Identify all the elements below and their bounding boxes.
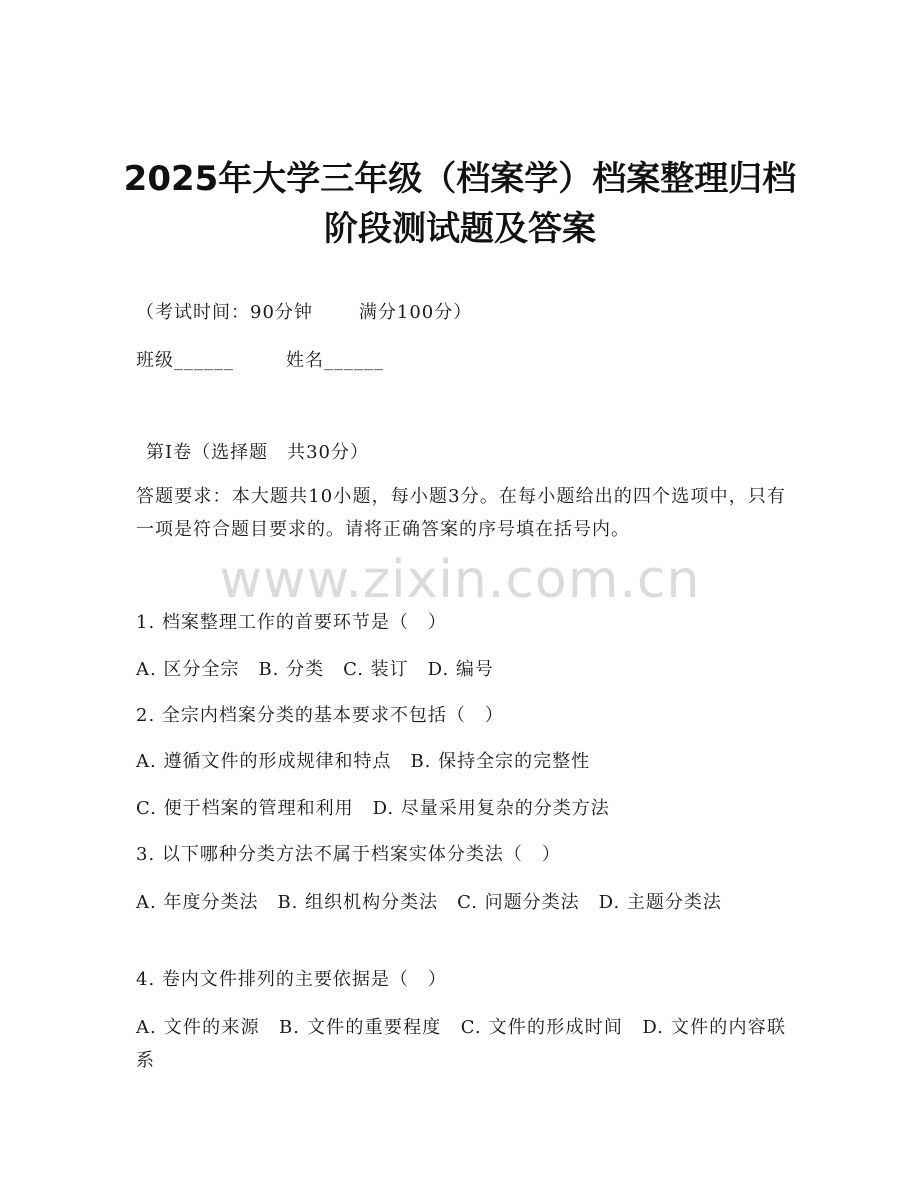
section-heading: 第I卷（选择题 共30分） <box>146 442 370 463</box>
question-3-options: A. 年度分类法 B. 组织机构分类法 C. 问题分类法 D. 主题分类法 <box>136 892 722 913</box>
question-2-options-cd: C. 便于档案的管理和利用 D. 尽量采用复杂的分类方法 <box>136 798 610 819</box>
exam-time: （考试时间：90分钟 <box>136 302 313 323</box>
question-1-stem: 1. 档案整理工作的首要环节是（ ） <box>136 612 447 633</box>
exam-score: 满分100分） <box>358 302 473 323</box>
question-2-stem: 2. 全宗内档案分类的基本要求不包括（ ） <box>136 705 504 726</box>
question-1-options: A. 区分全宗 B. 分类 C. 装订 D. 编号 <box>136 659 494 680</box>
student-fields <box>136 348 384 374</box>
exam-info <box>136 300 472 326</box>
watermark-text: www.zixin.com.cn <box>219 550 701 610</box>
document-title-line2: 阶段测试题及答案 <box>324 209 596 249</box>
document-title-line1: 2025年大学三年级（档案学）档案整理归档 <box>123 159 797 199</box>
class-field-label: 班级______ <box>136 350 234 371</box>
question-3-stem: 3. 以下哪种分类方法不属于档案实体分类法（ ） <box>136 844 561 865</box>
section-instructions: 答题要求：本大题共10小题，每小题3分。在每小题给出的四个选项中，只有一项是符合题目要求的。请将正确答案的序号填在括号内。 <box>136 486 786 540</box>
name-field-label: 姓名______ <box>286 350 384 371</box>
question-2-options-ab: A. 遵循文件的形成规律和特点 B. 保持全宗的完整性 <box>136 751 591 772</box>
question-4-options: A. 文件的来源 B. 文件的重要程度 C. 文件的形成时间 D. 文件的内容联系 <box>136 1017 786 1071</box>
question-4-stem: 4. 卷内文件排列的主要依据是（ ） <box>136 969 447 990</box>
